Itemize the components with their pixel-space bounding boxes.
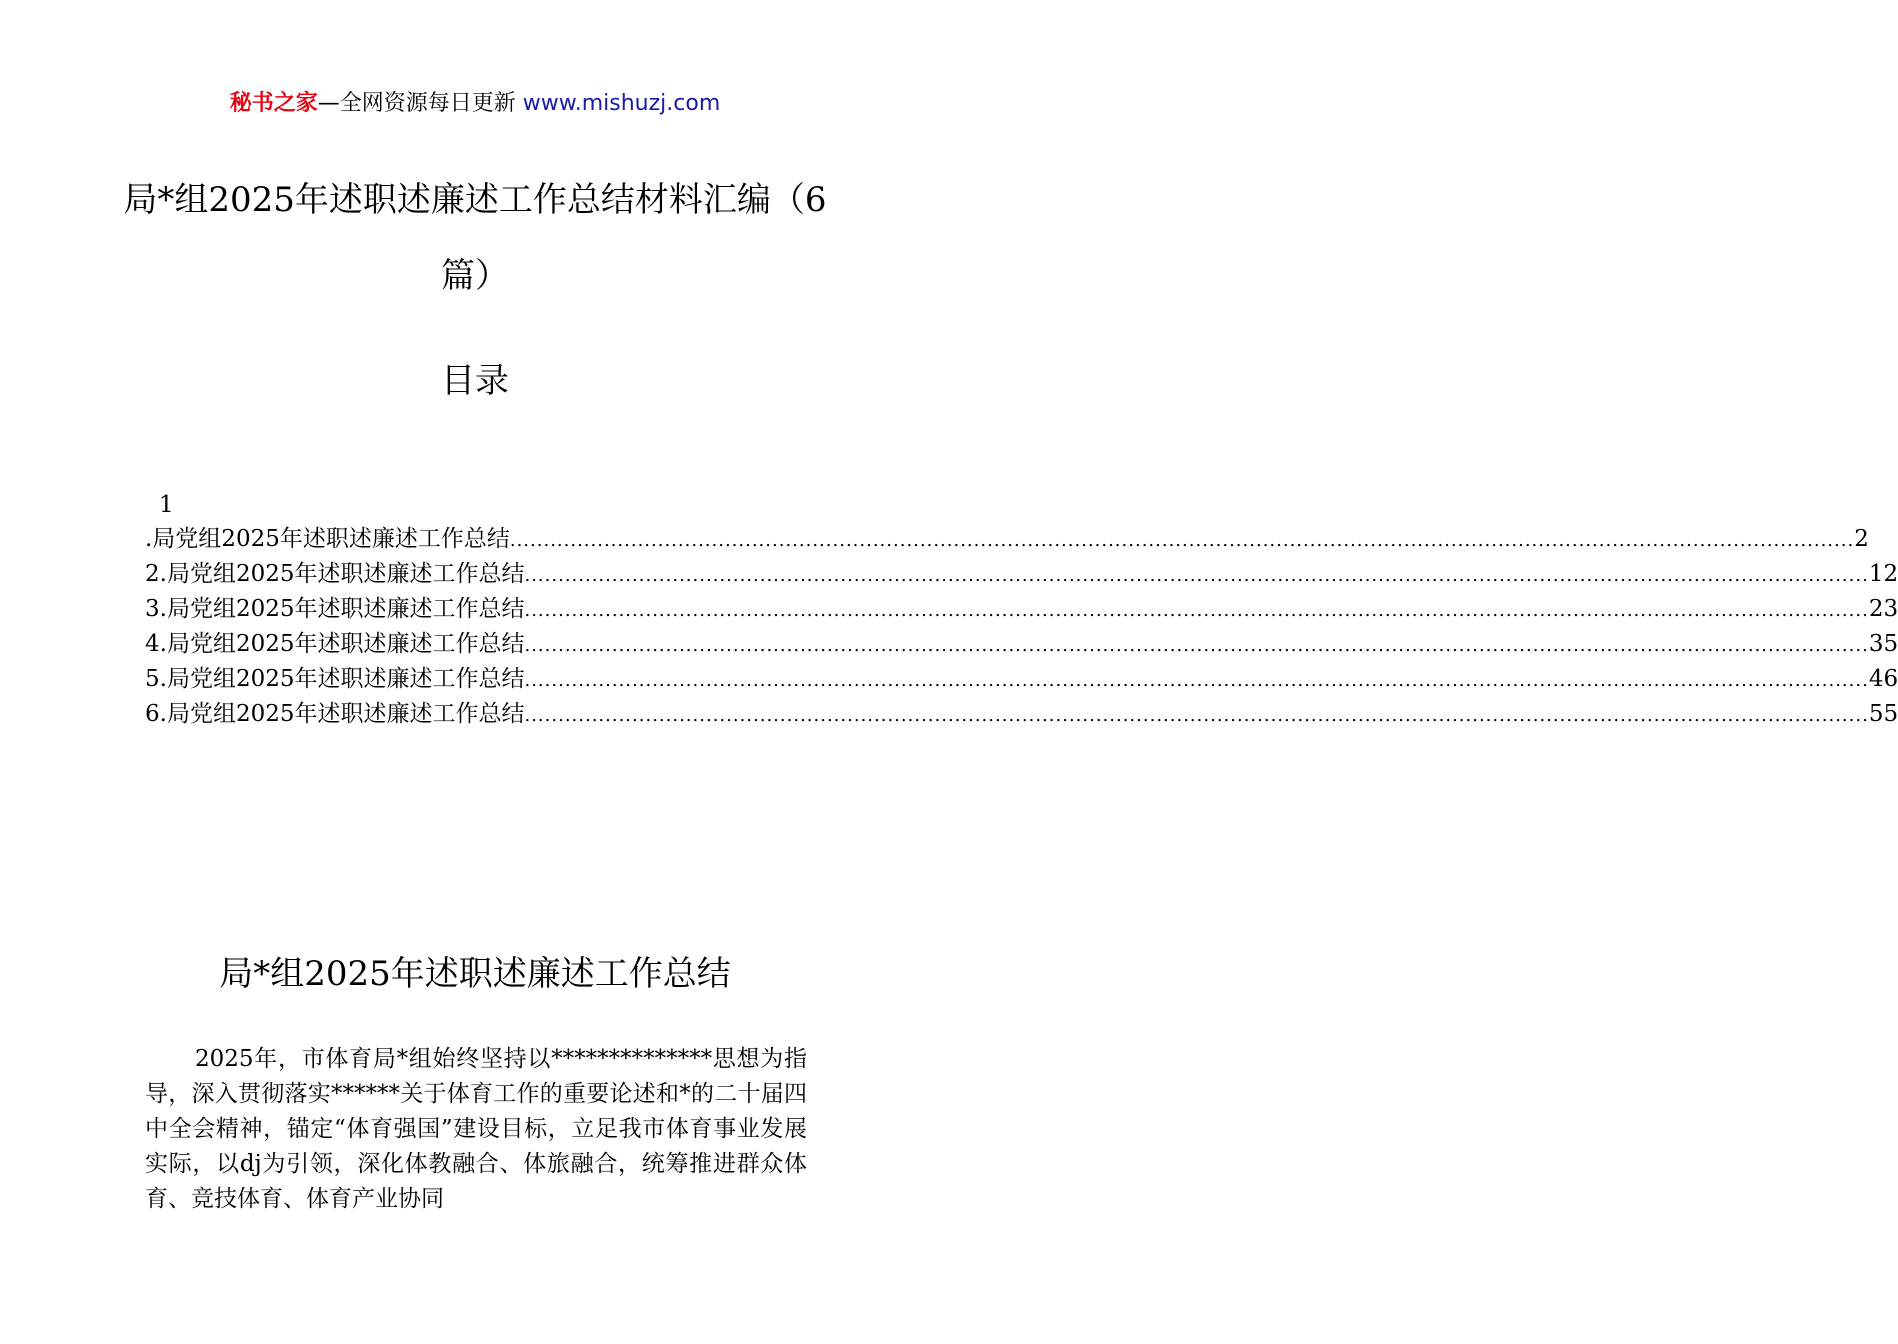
- toc-entry-label: 5.局党组2025年述职述廉述工作总结: [145, 666, 525, 692]
- banner-tagline: —全网资源每日更新: [317, 91, 523, 116]
- site-banner: [0, 88, 950, 120]
- toc-entry-page: 23: [1868, 596, 1898, 622]
- toc-leader-dots: ........................................................................................................................................................................................................: [524, 705, 1869, 726]
- document-title: 局*组2025年述职述廉述工作总结材料汇编（6篇）: [123, 180, 827, 296]
- banner-url-link[interactable]: www.mishuzj.com: [522, 91, 721, 116]
- toc-entry[interactable]: [145, 557, 1898, 592]
- toc-heading: 目录: [441, 361, 509, 401]
- section-title: 局*组2025年述职述廉述工作总结: [219, 954, 731, 994]
- toc-entry-page: 55: [1868, 701, 1898, 727]
- table-of-contents: [145, 488, 1898, 732]
- body-paragraph: 2025年，市体育局*组始终坚持以**************思想为指导，深入贯彻落实******关于体育工作的重要论述和*的二十届四中全会精神，锚定“体育强国”建设目标，立足我市体育事业发展实际，以dj为引领，深化体教融合、体旅融合，统筹推进群众体育、竞技体育、体育产业协同: [145, 1046, 807, 1212]
- banner-brand: 秘书之家: [229, 91, 318, 116]
- toc-entry[interactable]: [145, 662, 1898, 697]
- toc-entry[interactable]: [145, 697, 1898, 732]
- toc-leader-dots: ........................................................................................................................................................................................................: [524, 670, 1869, 691]
- toc-entry[interactable]: [145, 522, 1869, 557]
- toc-entry-page: 46: [1868, 666, 1898, 692]
- toc-entry-label: 2.局党组2025年述职述廉述工作总结: [145, 561, 525, 587]
- toc-lead-number: 1: [159, 492, 174, 518]
- toc-leader-dots: ........................................................................................................................................................................................................: [524, 600, 1869, 621]
- toc-entry[interactable]: [145, 627, 1898, 662]
- toc-entry-label: .局党组2025年述职述廉述工作总结: [145, 526, 510, 552]
- toc-entry-page: 2: [1854, 526, 1869, 552]
- toc-entry-label: 3.局党组2025年述职述廉述工作总结: [145, 596, 525, 622]
- toc-leader-dots: ........................................................................................................................................................................................................: [524, 635, 1869, 656]
- toc-entry[interactable]: [145, 592, 1898, 627]
- toc-leader-dots: ........................................................................................................................................................................................................: [509, 530, 1855, 551]
- toc-entry-page: 35: [1868, 631, 1898, 657]
- toc-entry-label: 6.局党组2025年述职述廉述工作总结: [145, 701, 525, 727]
- toc-entry-page: 12: [1868, 561, 1898, 587]
- toc-entry-label: 4.局党组2025年述职述廉述工作总结: [145, 631, 525, 657]
- toc-leader-dots: ........................................................................................................................................................................................................: [524, 565, 1869, 586]
